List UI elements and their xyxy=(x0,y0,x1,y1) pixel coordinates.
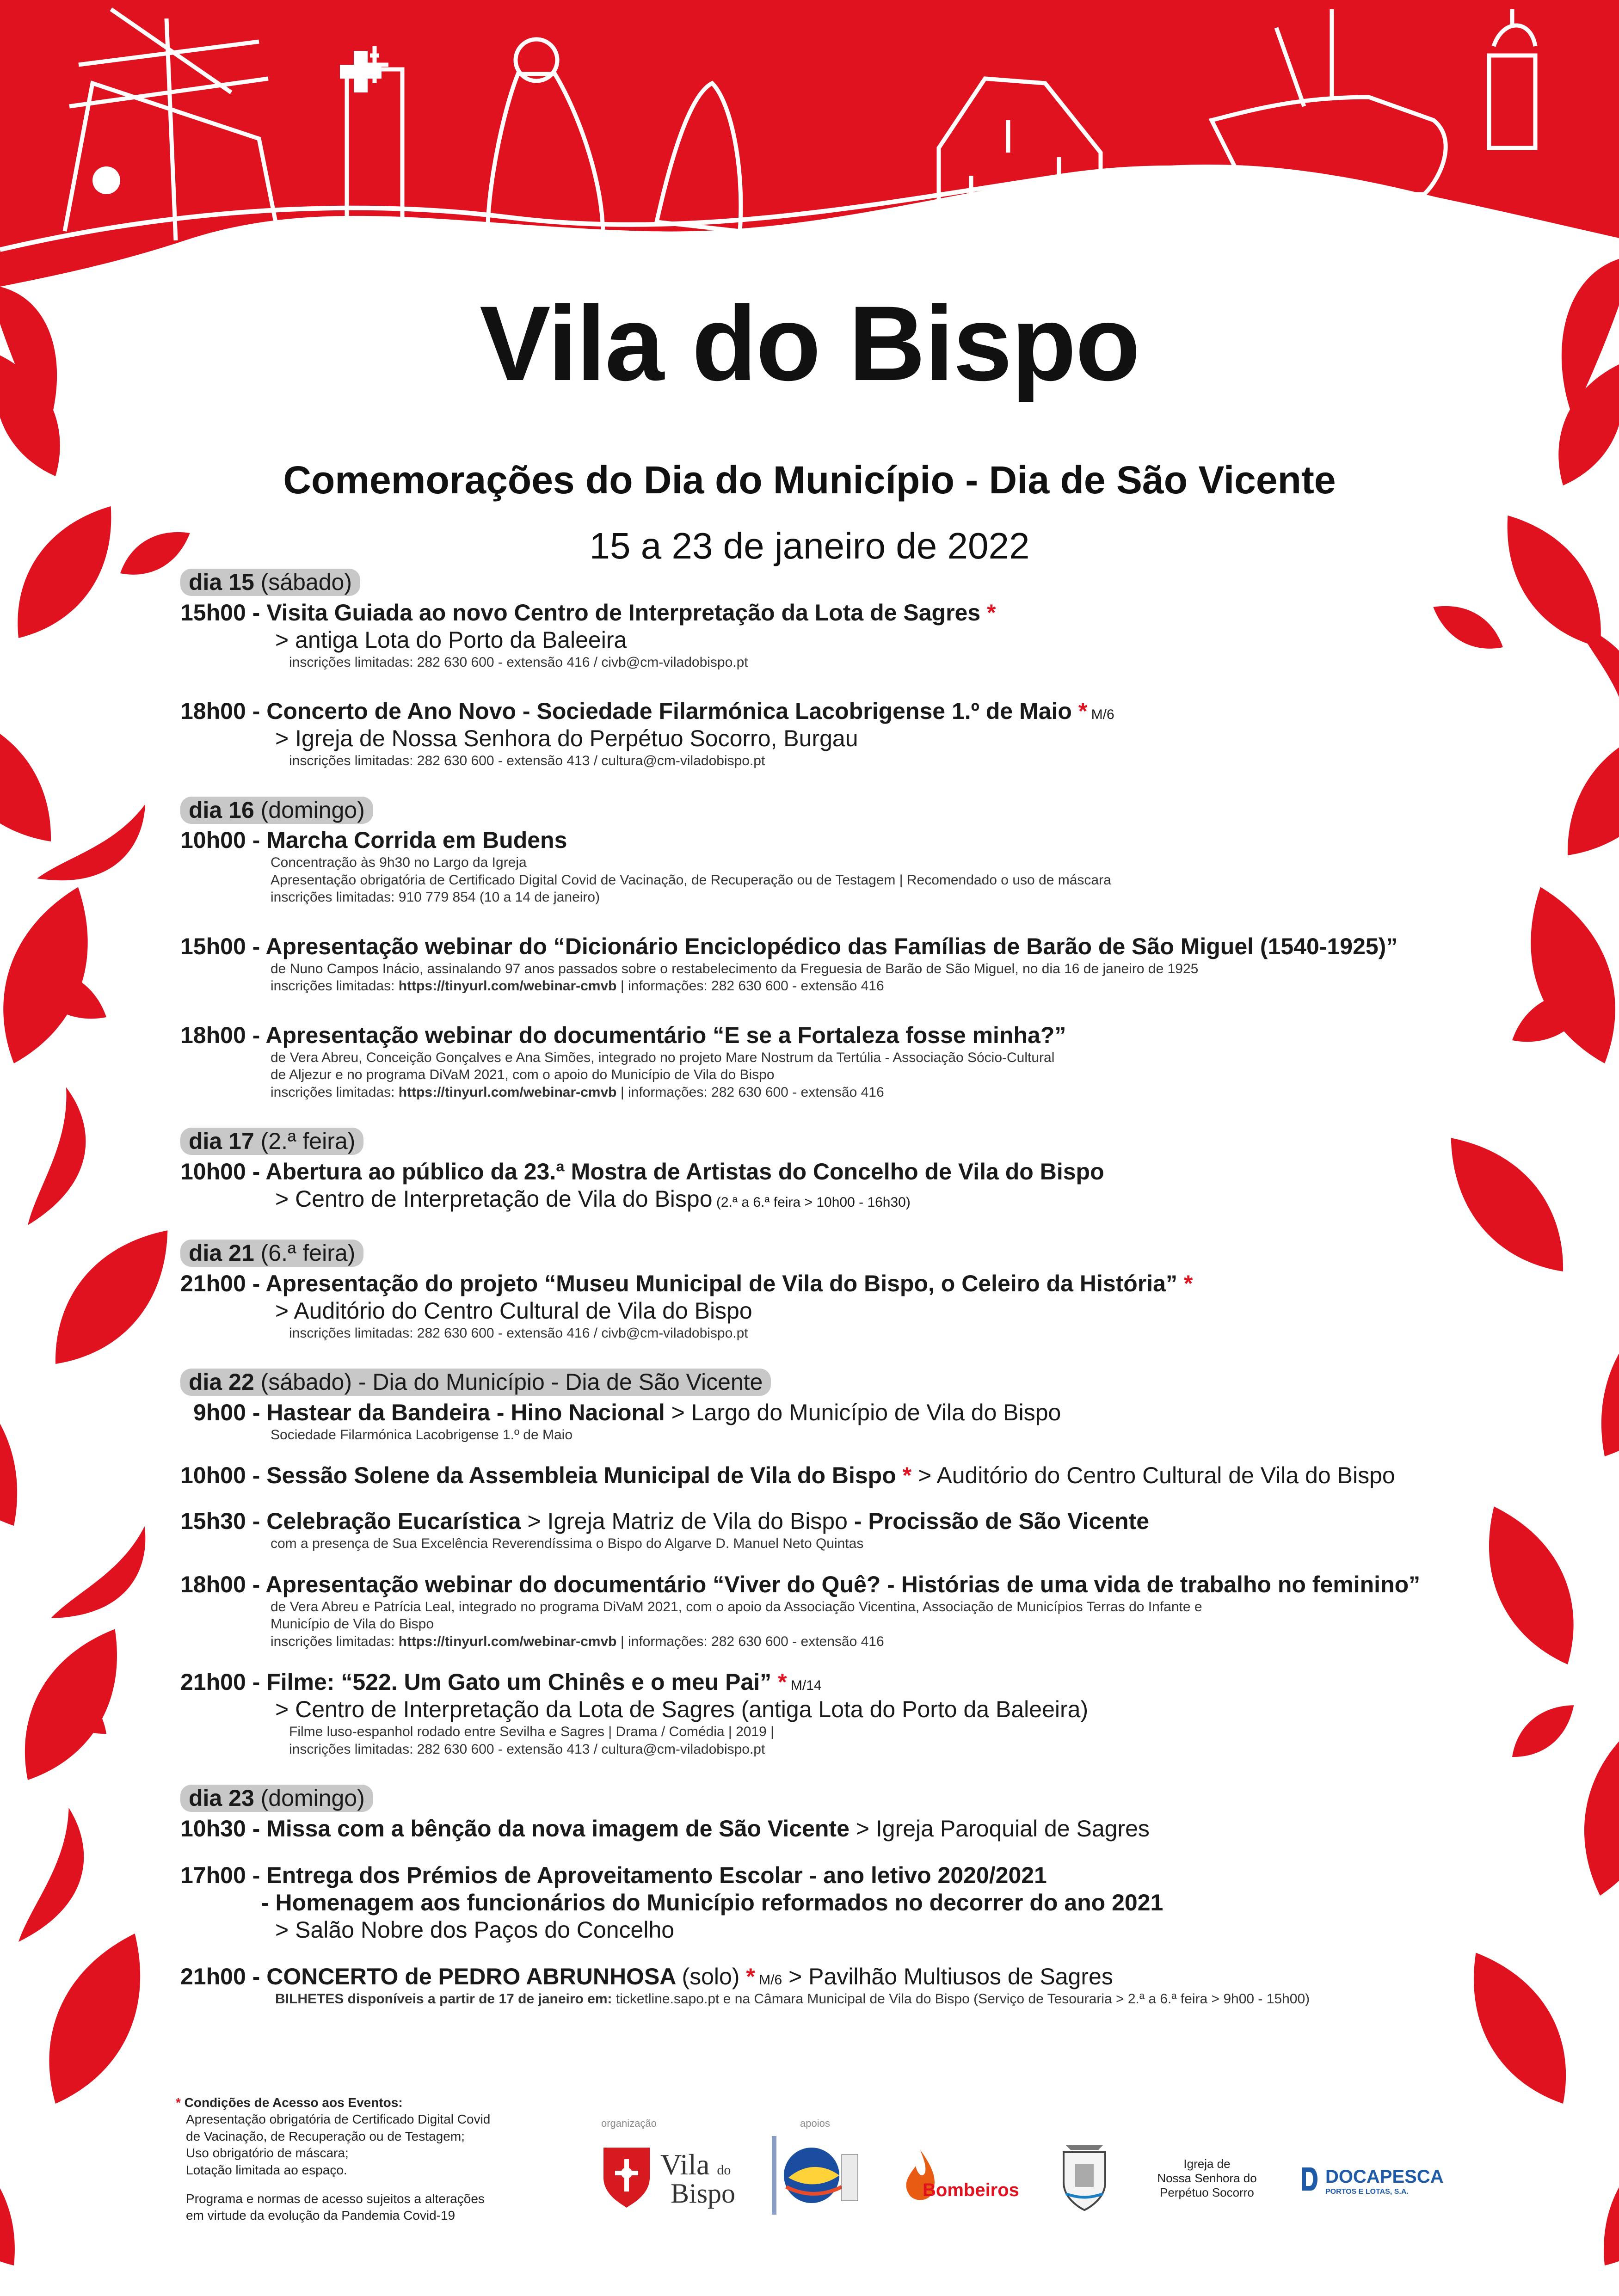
event-item xyxy=(180,1158,1429,1213)
day-label: dia 23 (domingo) xyxy=(180,1785,373,1812)
event-heading: 10h00 - Marcha Corrida em Budens xyxy=(180,827,567,853)
event-heading-continuation: - Homenagem aos funcionários do Município reformados no decorrer do ano 2021 xyxy=(261,1889,1163,1915)
event-item xyxy=(180,1399,1429,1444)
event-item xyxy=(180,1462,1429,1489)
webinar-link[interactable]: https://tinyurl.com/webinar-cmvb xyxy=(398,978,617,994)
event-note: BILHETES disponíveis a partir de 17 de janeiro em: ticketline.sapo.pt e na Câmara Municipal de Vila do Bispo (Serviço de Tesouraria > 2.ª a 6.ª feira > 9h00 - 15h00) xyxy=(275,1991,1310,2007)
day-23 xyxy=(180,1785,1429,2007)
logo-bombeiros: Bombeiros xyxy=(899,2148,1020,2208)
event-note: inscrições limitadas: 282 630 600 - extensão 416 / civb@cm-viladobispo.pt xyxy=(289,654,748,670)
event-heading: 21h00 - Filme: “522. Um Gato um Chinês e o meu Pai” * M/14 xyxy=(180,1669,822,1695)
webinar-link[interactable]: https://tinyurl.com/webinar-cmvb xyxy=(398,1633,617,1649)
event-note: Concentração às 9h30 no Largo da Igreja xyxy=(271,855,527,871)
event-heading: 10h30 - Missa com a bênção da nova imagem de São Vicente > Igreja Paroquial de Sagres xyxy=(180,1815,1150,1842)
event-heading: 15h30 - Celebração Eucarística > Igreja Matriz de Vila do Bispo - Procissão de São Vicente xyxy=(180,1508,1150,1535)
event-heading: 18h00 - Concerto de Ano Novo - Sociedade Filarmónica Lacobrigense 1.º de Maio * M/6 xyxy=(180,698,1114,724)
event-location: > Igreja de Nossa Senhora do Perpétuo Socorro, Burgau xyxy=(275,725,858,752)
event-heading: 9h00 - Hastear da Bandeira - Hino Nacional > Largo do Município de Vila do Bispo xyxy=(193,1399,1061,1425)
event-item xyxy=(180,1571,1429,1651)
parish-shield-icon xyxy=(1057,2136,1112,2215)
event-heading: 10h00 - Abertura ao público da 23.ª Mostra de Artistas do Concelho de Vila do Bispo xyxy=(180,1158,1104,1185)
event-item xyxy=(180,1669,1429,1758)
event-heading: 18h00 - Apresentação webinar do documentário “Viver do Quê? - Histórias de uma vida de trabalho no feminino” xyxy=(180,1571,1421,1597)
event-note: de Nuno Campos Inácio, assinalando 97 anos passados sobre o restabelecimento da Freguesia de Barão de São Miguel, no dia 16 de janeiro de 1925 xyxy=(271,961,1199,976)
event-location: > Salão Nobre dos Paços do Concelho xyxy=(275,1916,675,1943)
logo-docapesca: DOCAPESCA PORTOS E LOTAS, S.A. xyxy=(1299,2164,1447,2205)
event-note: inscrições limitadas: 282 630 600 - extensão 413 / cultura@cm-viladobispo.pt xyxy=(289,1741,765,1757)
logo-parish-shield xyxy=(1057,2136,1112,2215)
docapesca-icon xyxy=(1299,2166,1322,2192)
event-note: Sociedade Filarmónica Lacobrigense 1.º de Maio xyxy=(271,1427,572,1443)
event-item xyxy=(180,698,1429,770)
day-15 xyxy=(180,569,1429,770)
day-label: dia 15 (sábado) xyxy=(180,569,360,596)
program-schedule xyxy=(180,569,1429,2034)
event-note: inscrições limitadas: https://tinyurl.com/webinar-cmvb | informações: 282 630 600 - extensão 416 xyxy=(271,1084,884,1100)
event-note: inscrições limitadas: https://tinyurl.com/webinar-cmvb | informações: 282 630 600 - extensão 416 xyxy=(271,1633,884,1649)
day-label: dia 17 (2.ª feira) xyxy=(180,1128,363,1155)
day-17 xyxy=(180,1128,1429,1213)
access-conditions: * Condições de Acesso aos Eventos: Apresentação obrigatória de Certificado Digital Covid de Vacinação, de Recuperação ou de Testagem; Uso obrigatório de máscara; Lotação limitada ao espaço. Programa e normas de acesso sujeitos a alterações em virtude da evolução da Pandemia Covid-19 xyxy=(176,2095,491,2223)
event-note: de Vera Abreu e Patrícia Leal, integrado no programa DiVaM 2021, com o apoio da Associação Vicentina, Associação de Municípios Terras do Infante e xyxy=(271,1599,1202,1615)
event-note: Apresentação obrigatória de Certificado Digital Covid de Vacinação, de Recuperação ou de Testagem | Recomendado o uso de máscara xyxy=(271,872,1111,888)
webinar-link[interactable]: https://tinyurl.com/webinar-cmvb xyxy=(398,1084,617,1100)
day-label: dia 22 (sábado) - Dia do Município - Dia de São Vicente xyxy=(180,1369,771,1396)
vila-do-bispo-shield-icon xyxy=(601,2145,652,2210)
event-note: inscrições limitadas: 910 779 854 (10 a 14 de janeiro) xyxy=(271,890,600,905)
event-item xyxy=(180,933,1429,995)
logo-circular-support xyxy=(777,2145,860,2205)
event-heading: 10h00 - Sessão Solene da Assembleia Municipal de Vila do Bispo * > Auditório do Centro Cultural de Vila do Bispo xyxy=(180,1462,1395,1489)
left-leaf-border xyxy=(0,287,198,2285)
event-item xyxy=(180,1508,1429,1553)
event-location: > Centro de Interpretação da Lota de Sagres (antiga Lota do Porto da Baleeira) xyxy=(275,1696,1089,1723)
event-item xyxy=(180,1270,1429,1342)
event-heading: 17h00 - Entrega dos Prémios de Aproveitamento Escolar - ano letivo 2020/2021 xyxy=(180,1862,1047,1888)
day-16 xyxy=(180,797,1429,1101)
logo-igreja-text: Igreja de Nossa Senhora do Perpétuo Socorro xyxy=(1157,2157,1257,2200)
event-location: > Auditório do Centro Cultural de Vila do Bispo xyxy=(275,1297,752,1324)
event-note: com a presença de Sua Excelência Reverendíssima o Bispo do Algarve D. Manuel Neto Quintas xyxy=(271,1536,864,1552)
day-label: dia 21 (6.ª feira) xyxy=(180,1240,363,1267)
event-item xyxy=(180,827,1429,906)
circle-fish-icon xyxy=(777,2145,860,2205)
organization-label: organização xyxy=(601,2118,657,2129)
event-note: Filme luso-espanhol rodado entre Sevilha e Sagres | Drama / Comédia | 2019 | xyxy=(289,1724,774,1740)
event-note: de Vera Abreu, Conceição Gonçalves e Ana Simões, integrado no projeto Mare Nostrum da Tertúlia - Associação Sócio-Cultural xyxy=(271,1050,1055,1065)
page-subtitle: Comemorações do Dia do Município - Dia de São Vicente xyxy=(283,458,1336,502)
event-item xyxy=(180,1862,1429,1944)
event-heading: 18h00 - Apresentação webinar do documentário “E se a Fortaleza fosse minha?” xyxy=(180,1022,1066,1048)
event-note: inscrições limitadas: 282 630 600 - extensão 416 / civb@cm-viladobispo.pt xyxy=(289,1325,748,1341)
day-label: dia 16 (domingo) xyxy=(180,797,373,824)
support-label: apoios xyxy=(800,2118,830,2129)
event-heading: 15h00 - Visita Guiada ao novo Centro de Interpretação da Lota de Sagres * xyxy=(180,599,996,626)
event-item xyxy=(180,1963,1429,2008)
event-heading: 21h00 - Apresentação do projeto “Museu Municipal de Vila do Bispo, o Celeiro da História” * xyxy=(180,1270,1193,1296)
event-note: Município de Vila do Bispo xyxy=(271,1616,434,1632)
event-location: > Centro de Interpretação de Vila do Bispo (2.ª a 6.ª feira > 10h00 - 16h30) xyxy=(275,1185,911,1212)
event-item xyxy=(180,1815,1429,1842)
event-note: inscrições limitadas: 282 630 600 - extensão 413 / cultura@cm-viladobispo.pt xyxy=(289,753,765,769)
event-item xyxy=(180,1022,1429,1101)
event-location: > antiga Lota do Porto da Baleeira xyxy=(275,626,627,653)
event-heading: 15h00 - Apresentação webinar do “Dicionário Enciclopédico das Famílias de Barão de São Miguel (1540-1925)” xyxy=(180,933,1398,959)
event-heading: 21h00 - CONCERTO de PEDRO ABRUNHOSA (solo) * M/6 > Pavilhão Multiusos de Sagres xyxy=(180,1963,1113,1989)
day-22 xyxy=(180,1369,1429,1758)
event-dates: 15 a 23 de janeiro de 2022 xyxy=(589,525,1030,566)
event-note: inscrições limitadas: https://tinyurl.com/webinar-cmvb | informações: 282 630 600 - extensão 416 xyxy=(271,978,884,994)
event-note: de Aljezur e no programa DiVaM 2021, com o apoio do Município de Vila do Bispo xyxy=(271,1067,775,1083)
page-title: Vila do Bispo xyxy=(480,284,1139,403)
logo-vila-do-bispo: Vila do Bispo xyxy=(601,2141,740,2215)
event-item xyxy=(180,599,1429,671)
day-21 xyxy=(180,1240,1429,1342)
